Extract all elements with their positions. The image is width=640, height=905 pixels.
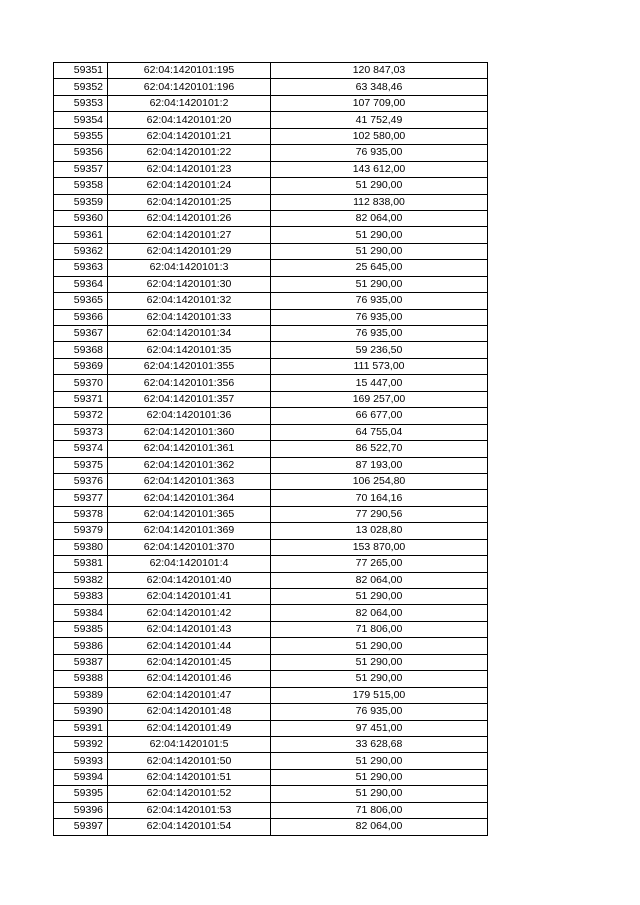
row-number-cell: 59359 <box>54 194 108 210</box>
cadastral-number-cell: 62:04:1420101:370 <box>108 539 271 555</box>
table-row <box>54 276 488 292</box>
value-cell: 107 709,00 <box>271 95 488 111</box>
table-row <box>54 342 488 358</box>
table-row <box>54 260 488 276</box>
row-number-cell: 59357 <box>54 161 108 177</box>
value-cell: 102 580,00 <box>271 128 488 144</box>
table-row <box>54 654 488 670</box>
table-row <box>54 802 488 818</box>
row-number-cell: 59382 <box>54 572 108 588</box>
value-cell: 51 290,00 <box>271 753 488 769</box>
table-row <box>54 523 488 539</box>
cadastral-number-cell: 62:04:1420101:5 <box>108 736 271 752</box>
value-cell: 51 290,00 <box>271 276 488 292</box>
value-cell: 15 447,00 <box>271 375 488 391</box>
table-row <box>54 63 488 79</box>
table-row <box>54 638 488 654</box>
value-cell: 77 265,00 <box>271 556 488 572</box>
table-row <box>54 473 488 489</box>
row-number-cell: 59385 <box>54 621 108 637</box>
cadastral-number-cell: 62:04:1420101:361 <box>108 441 271 457</box>
row-number-cell: 59368 <box>54 342 108 358</box>
value-cell: 51 290,00 <box>271 243 488 259</box>
row-number-cell: 59379 <box>54 523 108 539</box>
cadastral-number-cell: 62:04:1420101:195 <box>108 63 271 79</box>
value-cell: 51 290,00 <box>271 654 488 670</box>
row-number-cell: 59389 <box>54 687 108 703</box>
cadastral-number-cell: 62:04:1420101:51 <box>108 769 271 785</box>
value-cell: 51 290,00 <box>271 786 488 802</box>
value-cell: 120 847,03 <box>271 63 488 79</box>
value-cell: 13 028,80 <box>271 523 488 539</box>
cadastral-number-cell: 62:04:1420101:357 <box>108 391 271 407</box>
cadastral-number-cell: 62:04:1420101:23 <box>108 161 271 177</box>
value-cell: 86 522,70 <box>271 441 488 457</box>
table-row <box>54 786 488 802</box>
table-row <box>54 506 488 522</box>
table-row <box>54 210 488 226</box>
cadastral-number-cell: 62:04:1420101:50 <box>108 753 271 769</box>
cadastral-number-cell: 62:04:1420101:30 <box>108 276 271 292</box>
value-cell: 76 935,00 <box>271 704 488 720</box>
cadastral-number-cell: 62:04:1420101:3 <box>108 260 271 276</box>
value-cell: 82 064,00 <box>271 572 488 588</box>
row-number-cell: 59366 <box>54 309 108 325</box>
cadastral-number-cell: 62:04:1420101:47 <box>108 687 271 703</box>
value-cell: 76 935,00 <box>271 145 488 161</box>
table-row <box>54 753 488 769</box>
cadastral-number-cell: 62:04:1420101:360 <box>108 424 271 440</box>
table-row <box>54 720 488 736</box>
row-number-cell: 59393 <box>54 753 108 769</box>
table-row <box>54 128 488 144</box>
table-row <box>54 309 488 325</box>
table-row <box>54 194 488 210</box>
cadastral-number-cell: 62:04:1420101:36 <box>108 408 271 424</box>
cadastral-number-cell: 62:04:1420101:27 <box>108 227 271 243</box>
value-cell: 82 064,00 <box>271 605 488 621</box>
row-number-cell: 59369 <box>54 358 108 374</box>
row-number-cell: 59360 <box>54 210 108 226</box>
table-row <box>54 161 488 177</box>
value-cell: 97 451,00 <box>271 720 488 736</box>
cadastral-number-cell: 62:04:1420101:365 <box>108 506 271 522</box>
table-row <box>54 671 488 687</box>
value-cell: 87 193,00 <box>271 457 488 473</box>
row-number-cell: 59373 <box>54 424 108 440</box>
cadastral-number-cell: 62:04:1420101:29 <box>108 243 271 259</box>
cadastral-number-cell: 62:04:1420101:42 <box>108 605 271 621</box>
row-number-cell: 59370 <box>54 375 108 391</box>
row-number-cell: 59380 <box>54 539 108 555</box>
row-number-cell: 59374 <box>54 441 108 457</box>
row-number-cell: 59375 <box>54 457 108 473</box>
table-row <box>54 79 488 95</box>
cadastral-number-cell: 62:04:1420101:52 <box>108 786 271 802</box>
row-number-cell: 59376 <box>54 473 108 489</box>
cadastral-number-cell: 62:04:1420101:20 <box>108 112 271 128</box>
table-row <box>54 424 488 440</box>
row-number-cell: 59353 <box>54 95 108 111</box>
row-number-cell: 59358 <box>54 178 108 194</box>
row-number-cell: 59361 <box>54 227 108 243</box>
cadastral-number-cell: 62:04:1420101:35 <box>108 342 271 358</box>
value-cell: 169 257,00 <box>271 391 488 407</box>
table-row <box>54 178 488 194</box>
value-cell: 41 752,49 <box>271 112 488 128</box>
value-cell: 143 612,00 <box>271 161 488 177</box>
cadastral-number-cell: 62:04:1420101:41 <box>108 589 271 605</box>
cadastral-number-cell: 62:04:1420101:46 <box>108 671 271 687</box>
row-number-cell: 59383 <box>54 589 108 605</box>
table-row <box>54 490 488 506</box>
cadastral-number-cell: 62:04:1420101:21 <box>108 128 271 144</box>
value-cell: 51 290,00 <box>271 227 488 243</box>
cadastral-number-cell: 62:04:1420101:26 <box>108 210 271 226</box>
table-row <box>54 605 488 621</box>
table-row <box>54 819 488 835</box>
row-number-cell: 59384 <box>54 605 108 621</box>
cadastral-number-cell: 62:04:1420101:364 <box>108 490 271 506</box>
table-row <box>54 556 488 572</box>
row-number-cell: 59394 <box>54 769 108 785</box>
table-row <box>54 621 488 637</box>
cadastral-number-cell: 62:04:1420101:4 <box>108 556 271 572</box>
cadastral-number-cell: 62:04:1420101:49 <box>108 720 271 736</box>
row-number-cell: 59388 <box>54 671 108 687</box>
table-row <box>54 326 488 342</box>
row-number-cell: 59387 <box>54 654 108 670</box>
table-row <box>54 227 488 243</box>
cadastral-number-cell: 62:04:1420101:355 <box>108 358 271 374</box>
cadastral-number-cell: 62:04:1420101:32 <box>108 293 271 309</box>
value-cell: 76 935,00 <box>271 293 488 309</box>
value-cell: 179 515,00 <box>271 687 488 703</box>
value-cell: 66 677,00 <box>271 408 488 424</box>
cadastral-number-cell: 62:04:1420101:48 <box>108 704 271 720</box>
value-cell: 71 806,00 <box>271 621 488 637</box>
row-number-cell: 59397 <box>54 819 108 835</box>
value-cell: 51 290,00 <box>271 638 488 654</box>
value-cell: 71 806,00 <box>271 802 488 818</box>
value-cell: 64 755,04 <box>271 424 488 440</box>
cadastral-number-cell: 62:04:1420101:22 <box>108 145 271 161</box>
row-number-cell: 59392 <box>54 736 108 752</box>
cadastral-number-cell: 62:04:1420101:24 <box>108 178 271 194</box>
value-cell: 33 628,68 <box>271 736 488 752</box>
row-number-cell: 59352 <box>54 79 108 95</box>
row-number-cell: 59378 <box>54 506 108 522</box>
row-number-cell: 59354 <box>54 112 108 128</box>
table-row <box>54 112 488 128</box>
row-number-cell: 59381 <box>54 556 108 572</box>
row-number-cell: 59371 <box>54 391 108 407</box>
row-number-cell: 59356 <box>54 145 108 161</box>
value-cell: 51 290,00 <box>271 769 488 785</box>
row-number-cell: 59367 <box>54 326 108 342</box>
value-cell: 51 290,00 <box>271 589 488 605</box>
value-cell: 63 348,46 <box>271 79 488 95</box>
table-row <box>54 687 488 703</box>
table-row <box>54 769 488 785</box>
table-row <box>54 408 488 424</box>
row-number-cell: 59372 <box>54 408 108 424</box>
table-row <box>54 358 488 374</box>
row-number-cell: 59391 <box>54 720 108 736</box>
value-cell: 82 064,00 <box>271 210 488 226</box>
row-number-cell: 59396 <box>54 802 108 818</box>
row-number-cell: 59377 <box>54 490 108 506</box>
cadastral-number-cell: 62:04:1420101:25 <box>108 194 271 210</box>
value-cell: 51 290,00 <box>271 178 488 194</box>
table-row <box>54 391 488 407</box>
cadastral-number-cell: 62:04:1420101:43 <box>108 621 271 637</box>
row-number-cell: 59355 <box>54 128 108 144</box>
value-cell: 111 573,00 <box>271 358 488 374</box>
row-number-cell: 59365 <box>54 293 108 309</box>
table-row <box>54 145 488 161</box>
cadastre-value-table <box>53 62 488 836</box>
cadastral-number-cell: 62:04:1420101:196 <box>108 79 271 95</box>
cadastral-number-cell: 62:04:1420101:2 <box>108 95 271 111</box>
cadastral-number-cell: 62:04:1420101:33 <box>108 309 271 325</box>
row-number-cell: 59362 <box>54 243 108 259</box>
table-row <box>54 95 488 111</box>
row-number-cell: 59395 <box>54 786 108 802</box>
table-row <box>54 441 488 457</box>
table-row <box>54 375 488 391</box>
value-cell: 25 645,00 <box>271 260 488 276</box>
value-cell: 112 838,00 <box>271 194 488 210</box>
value-cell: 153 870,00 <box>271 539 488 555</box>
table-row <box>54 243 488 259</box>
value-cell: 106 254,80 <box>271 473 488 489</box>
table-row <box>54 293 488 309</box>
table-row <box>54 457 488 473</box>
table-row <box>54 736 488 752</box>
cadastral-number-cell: 62:04:1420101:53 <box>108 802 271 818</box>
cadastral-number-cell: 62:04:1420101:369 <box>108 523 271 539</box>
row-number-cell: 59364 <box>54 276 108 292</box>
table-row <box>54 572 488 588</box>
table-body <box>54 63 488 836</box>
value-cell: 70 164,16 <box>271 490 488 506</box>
cadastral-number-cell: 62:04:1420101:54 <box>108 819 271 835</box>
value-cell: 76 935,00 <box>271 326 488 342</box>
value-cell: 77 290,56 <box>271 506 488 522</box>
cadastral-number-cell: 62:04:1420101:40 <box>108 572 271 588</box>
cadastral-number-cell: 62:04:1420101:363 <box>108 473 271 489</box>
cadastral-number-cell: 62:04:1420101:356 <box>108 375 271 391</box>
cadastral-number-cell: 62:04:1420101:362 <box>108 457 271 473</box>
cadastral-number-cell: 62:04:1420101:44 <box>108 638 271 654</box>
row-number-cell: 59363 <box>54 260 108 276</box>
value-cell: 76 935,00 <box>271 309 488 325</box>
table-row <box>54 589 488 605</box>
cadastral-number-cell: 62:04:1420101:45 <box>108 654 271 670</box>
value-cell: 82 064,00 <box>271 819 488 835</box>
row-number-cell: 59351 <box>54 63 108 79</box>
value-cell: 51 290,00 <box>271 671 488 687</box>
row-number-cell: 59390 <box>54 704 108 720</box>
table-row <box>54 539 488 555</box>
row-number-cell: 59386 <box>54 638 108 654</box>
table-row <box>54 704 488 720</box>
value-cell: 59 236,50 <box>271 342 488 358</box>
cadastral-number-cell: 62:04:1420101:34 <box>108 326 271 342</box>
